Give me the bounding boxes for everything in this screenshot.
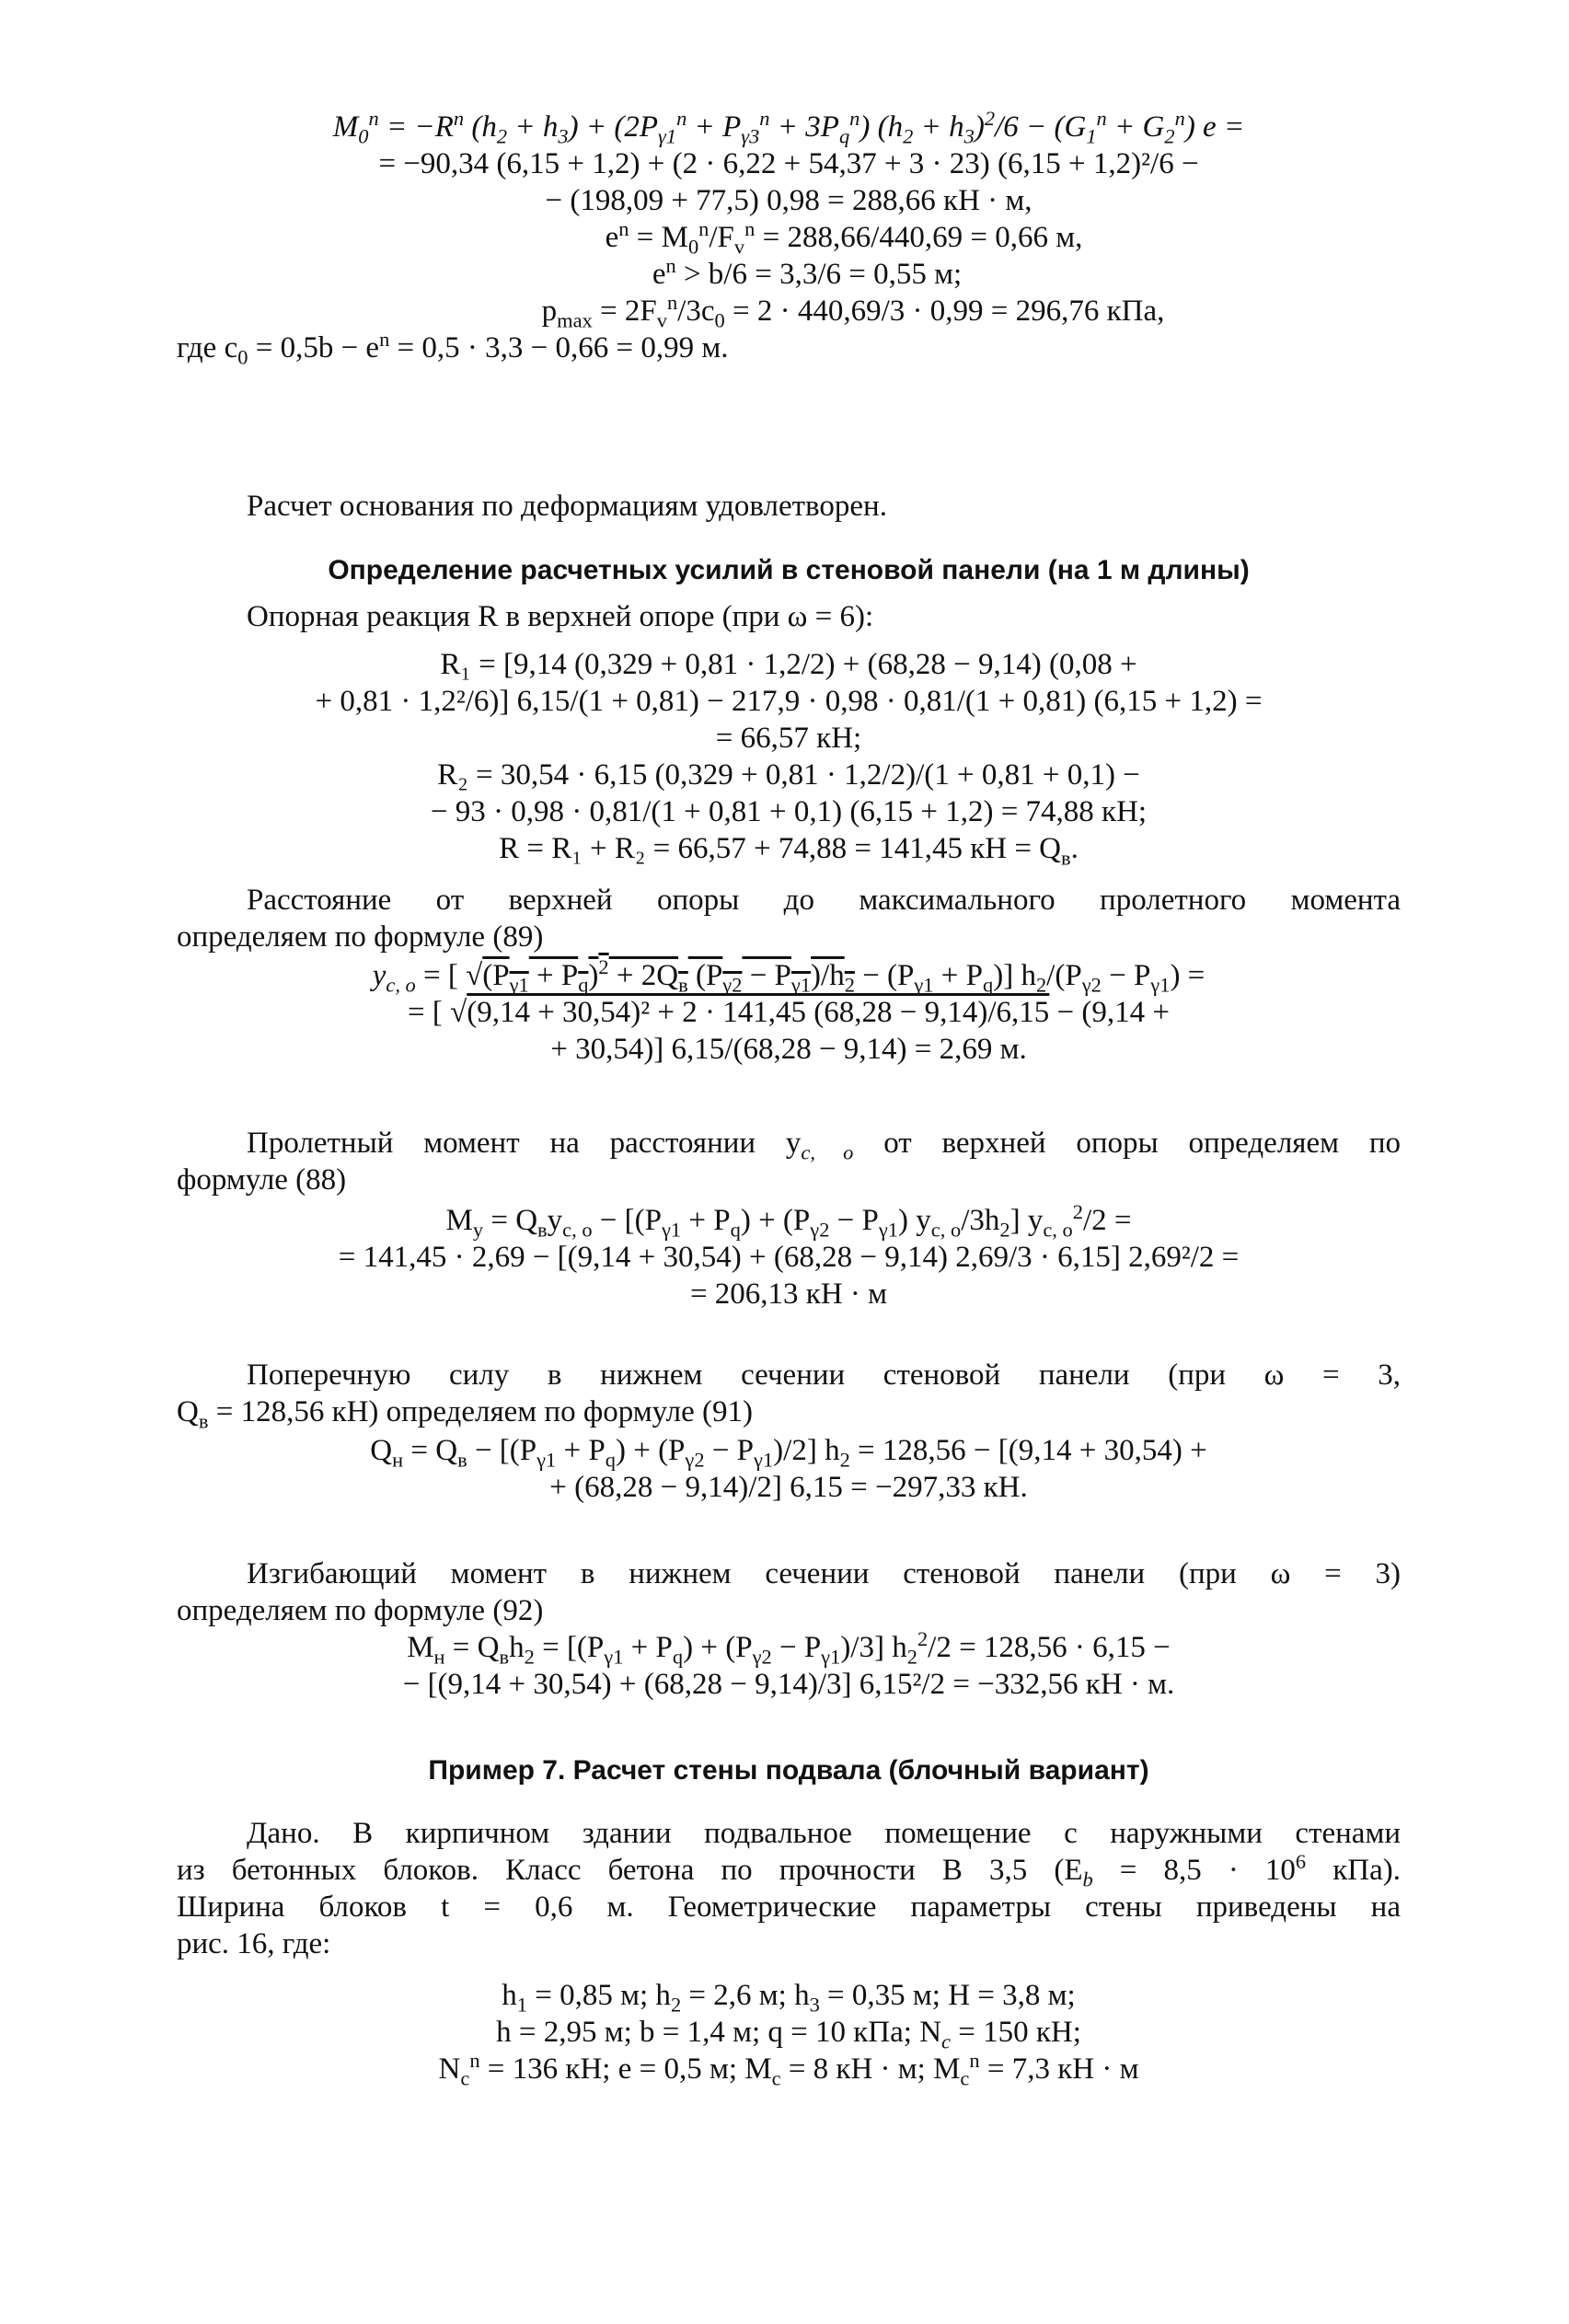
- heading-text: Определение расчетных усилий в стеновой панели (на 1 м длины): [328, 555, 1250, 585]
- formula-line: $M_y = Q_вy_{c, o} - [(P_{\gamma 1} + P_q) + (P_{\gamma 2} - P_{\gamma 1})$ $y_{c, o}/3h_2$] $y_{c, o}^2/2$ =: [445, 1200, 1132, 1242]
- formula-line: = 66,57 кН;: [715, 722, 862, 755]
- formula-block-qn: [177, 1432, 1401, 1506]
- text-line: определяем по формуле (92): [177, 1594, 544, 1627]
- formula-line: + 30,54)] 6,15/(68,28 − 9,14) = 2,69 м.: [550, 1033, 1027, 1066]
- formula-line: $h_1 = 0,85$ м; $h_2 = 2,6$ м; $h_3 = 0,35$ м; H = 3,8 м;: [502, 1979, 1076, 2017]
- text-line: Дано. В кирпичном здании подвальное помещение с наружными стенами: [247, 1817, 1401, 1850]
- text-line: определяем по формуле (89): [177, 920, 544, 954]
- formula-line: $N_c^n = 136$ кН; e = 0,5 м; $M_c = 8$ кН · м; $M_c^n = 7,3$ кН · м: [438, 2049, 1139, 2090]
- paragraph: [177, 598, 1401, 635]
- text-line: из бетонных блоков. Класс бетона по прочности В 3,5 ($E_b = 8,5 \cdot 10^6$ кПа).: [177, 1850, 1401, 1891]
- formula-line: $e^n > b/6 = 3,3/6 = 0,55$ м;: [652, 254, 963, 291]
- formula-line: $Q_н = Q_в - [(P_{\gamma 1} + P_q) + (P_{\gamma 2} - P_{\gamma 1})/2] h_2 = 128,56 - [(9,14 + 30,54)$ +: [370, 1434, 1207, 1472]
- paragraph: [177, 1357, 1401, 1433]
- section-heading: [177, 1752, 1401, 1789]
- formula-block-m0: [177, 107, 1401, 369]
- formula-line: − [(9,14 + 30,54) + (68,28 − 9,14)/3] 6,15²/2 = −332,56 кН · м.: [402, 1668, 1175, 1701]
- text-line: Расчет основания по деформациям удовлетворен.: [247, 490, 887, 523]
- formula-line: $p_{max} = 2F_v^n/3c_0 = 2 \cdot 440,69/3 \cdot 0,99 = 296,76$ кПа,: [541, 291, 1165, 332]
- text-line: Расстояние от верхней опоры до максимального пролетного момента: [247, 884, 1401, 917]
- formula-line: $e^n = M_0^n/F_v^n = 288,66/440,69 = 0,66$ м,: [605, 217, 1083, 259]
- formula-line: − (198,09 + 77,5) 0,98 = 288,66 кН · м,: [545, 184, 1033, 217]
- formula-line: + 0,81 · 1,2²/6)] 6,15/(1 + 0,81) − 217,9 · 0,98 · 0,81/(1 + 0,81) (6,15 + 1,2) =: [315, 685, 1263, 718]
- text-line: Опорная реакция R в верхней опоре (при ω = 6):: [247, 600, 874, 633]
- formula-line: + (68,28 − 9,14)/2] 6,15 = −297,33 кН.: [549, 1471, 1028, 1504]
- formula-block-yco: [177, 957, 1401, 1068]
- formula-line: R₁ = [9,14 (0,329 + 0,81 · 1,2/2) + (68,28 − 9,14) (0,08 +: [440, 648, 1137, 681]
- formula-line: $M_0^n = -R^n$ $(h_2 + h_3) + (2P_{\gamma 1}^n + P_{\gamma 3}^n + 3P_q^n) (h_2 + h_3)^2/6 - (G_1^n + G_2^n) e$ =: [332, 107, 1245, 148]
- formula-block-r1: [177, 646, 1401, 757]
- text-line: Изгибающий момент в нижнем сечении стеновой панели (при ω = 3): [247, 1557, 1401, 1590]
- formula-line: − 93 · 0,98 · 0,81/(1 + 0,81 + 0,1) (6,15 + 1,2) = 74,88 кН;: [430, 795, 1148, 828]
- formula-line: $y_{c, o}$ = [ $√(P_{\gamma 1} + P_q)^2 + 2Q_в$ $(P_{\gamma 2} - P_{\gamma 1})/h_2 - (P_{\gamma 1} + P_q)$] $h_2/(P_{\gamma 2} - P_{\gamma 1})$ =: [372, 955, 1206, 997]
- paragraph: [177, 1815, 1401, 1962]
- text-line: Пролетный момент на расстоянии $y_{c, o}$ от верхней опоры определяем по: [247, 1127, 1401, 1164]
- paragraph: [177, 488, 1401, 525]
- text-line: Поперечную силу в нижнем сечении стеновой панели (при ω = 3,: [247, 1359, 1401, 1392]
- formula-line: $M_н = Q_вh_2 = [(P_{\gamma 1} + P_q) + (P_{\gamma 2} - P_{\gamma 1})/3] h_2^2/2 = 128,56 \cdot 6,15$ −: [407, 1627, 1171, 1669]
- formula-line: = −90,34 (6,15 + 1,2) + (2 · 6,22 + 54,37 + 3 · 23) (6,15 + 1,2)²/6 −: [378, 147, 1199, 180]
- formula-line: R₂ = 30,54 · 6,15 (0,329 + 0,81 · 1,2/2)/(1 + 0,81 + 0,1) −: [437, 758, 1140, 792]
- formula-block-r2: [177, 757, 1401, 870]
- text-line: $Q_в = 128,56$ кН) определяем по формуле (91): [177, 1395, 753, 1433]
- formula-line: = [ √(9,14 + 30,54)² + 2 · 141,45 (68,28 − 9,14)/6,15 − (9,14 +: [407, 996, 1171, 1029]
- section-heading: [177, 552, 1401, 589]
- heading-text: Пример 7. Расчет стены подвала (блочный вариант): [428, 1755, 1149, 1786]
- formula-line: = 141,45 · 2,69 − [(9,14 + 30,54) + (68,28 − 9,14) 2,69/3 · 6,15] 2,69²/2 =: [338, 1241, 1240, 1274]
- formula-block-mn: [177, 1629, 1401, 1703]
- paragraph: [177, 882, 1401, 955]
- formula-line: h = 2,95 м; b = 1,4 м; q = 10 кПа; $N_c = 150$ кН;: [496, 2016, 1081, 2053]
- paragraph: [177, 1555, 1401, 1629]
- formula-line: R = R₁ + R₂ = 66,57 + 74,88 = 141,45 кН = $Q_в$.: [499, 832, 1079, 870]
- text-line: рис. 16, где:: [177, 1927, 331, 1960]
- text-line: Ширина блоков t = 0,6 м. Геометрические параметры стены приведены на: [177, 1890, 1401, 1924]
- formula-line: где $c_0 = 0,5b - e^n = 0,5 \cdot 3,3 - 0,66 = 0,99$ м.: [177, 328, 729, 369]
- formula-block-my: [177, 1202, 1401, 1312]
- text-line: формуле (88): [177, 1163, 347, 1197]
- paragraph: [177, 1125, 1401, 1198]
- formula-block-given: [177, 1977, 1401, 2090]
- formula-line: = 206,13 кН · м: [689, 1278, 888, 1311]
